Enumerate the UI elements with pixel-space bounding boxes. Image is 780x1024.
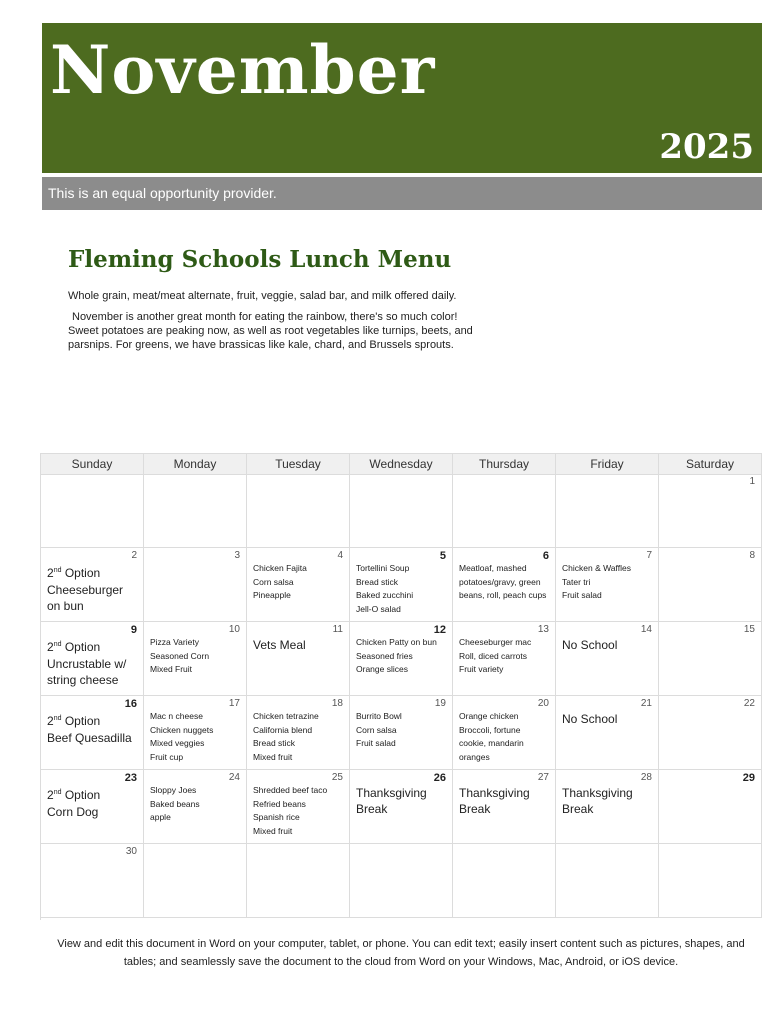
calendar-cell <box>247 474 350 548</box>
menu-item: Tortellini Soup <box>356 563 410 573</box>
menu-item: apple <box>150 812 171 822</box>
calendar-cell <box>247 622 350 696</box>
day-number <box>150 846 240 858</box>
menu-item: No School <box>562 712 618 726</box>
calendar-cell <box>41 844 144 918</box>
calendar-cell <box>556 548 659 622</box>
day-number: 26 <box>433 772 446 784</box>
calendar-cell <box>659 844 762 918</box>
calendar-cell <box>41 548 144 622</box>
menu-item: Pineapple <box>253 590 291 600</box>
menu-item: Cheeseburger mac <box>459 637 532 647</box>
menu-item: Bread stick <box>253 738 296 748</box>
day-header: Friday <box>556 454 659 475</box>
menu-item: Orange slices <box>356 664 408 674</box>
calendar-cell <box>659 696 762 770</box>
option-number: 2 <box>47 714 54 728</box>
menu-item: Thanksgiving Break <box>459 786 530 816</box>
calendar-cell <box>41 770 144 844</box>
day-header: Thursday <box>453 454 556 475</box>
calendar-cell <box>556 696 659 770</box>
calendar-cell <box>453 622 556 696</box>
calendar-cell <box>659 622 762 696</box>
day-number: 6 <box>542 550 549 562</box>
calendar-cell <box>350 696 453 770</box>
day-number <box>562 476 652 488</box>
day-number <box>47 476 137 488</box>
menu-item: Roll, diced carrots <box>459 650 528 661</box>
calendar-cell <box>144 770 247 844</box>
option-word: Option <box>64 640 101 654</box>
day-number: 7 <box>646 550 652 561</box>
menu-item: California blend <box>253 724 313 735</box>
lunch-calendar <box>40 453 762 920</box>
calendar-cell <box>41 622 144 696</box>
calendar-cell <box>41 696 144 770</box>
day-number: 5 <box>439 550 446 562</box>
menu-item: Meatloaf, mashed potatoes/gravy, green beans, roll, peach cups <box>459 563 547 600</box>
menu-item: Mixed Fruit <box>150 664 193 674</box>
day-number <box>356 476 446 488</box>
second-option-label <box>47 785 137 803</box>
calendar-cell <box>247 770 350 844</box>
month-banner <box>42 23 762 173</box>
menu-item: Fruit variety <box>459 664 504 674</box>
day-number: 15 <box>743 624 755 635</box>
day-number: 11 <box>332 624 343 635</box>
day-number: 18 <box>331 698 343 709</box>
day-number <box>150 476 240 488</box>
day-number <box>253 476 343 488</box>
option-word: Option <box>64 566 101 580</box>
footer-note: View and edit this document in Word on your computer, tablet, or phone. You can edit text; easily insert content such as pictures, shapes, and tables; and seamlessly save the document to the cloud from Word on your Windows, Mac, Android, or iOS device. <box>57 938 745 968</box>
calendar-cell <box>556 622 659 696</box>
day-number: 29 <box>742 772 755 784</box>
calendar-cell <box>453 474 556 548</box>
intro-daily: Whole grain, meat/meat alternate, fruit, veggie, salad bar, and milk offered daily. <box>68 290 457 302</box>
calendar-header <box>41 454 762 474</box>
menu-item: Mixed fruit <box>253 825 293 836</box>
menu-item: Seasoned Corn <box>150 650 210 661</box>
calendar-cell <box>41 474 144 548</box>
menu-item: Chicken & Waffles <box>562 563 631 573</box>
menu-item: Pizza Variety <box>150 637 199 647</box>
day-number: 1 <box>749 476 755 487</box>
menu-item: Chicken nuggets <box>150 724 214 735</box>
calendar-cell <box>144 622 247 696</box>
day-number: 21 <box>640 698 652 709</box>
day-number: 25 <box>331 772 343 783</box>
menu-item: Mixed fruit <box>253 751 293 762</box>
menu-item: Cheeseburger on bun <box>47 583 124 613</box>
menu-item: Thanksgiving Break <box>356 786 427 816</box>
day-number: 27 <box>537 772 549 783</box>
calendar-cell <box>659 548 762 622</box>
menu-item: Refried beans <box>253 798 306 809</box>
calendar-cell <box>659 474 762 548</box>
menu-item: Corn salsa <box>356 724 397 735</box>
menu-item: Mixed veggies <box>150 738 205 748</box>
day-header: Tuesday <box>247 454 350 475</box>
day-number: 14 <box>640 624 652 635</box>
day-number <box>665 846 755 858</box>
calendar-cell <box>453 844 556 918</box>
day-number: 2 <box>131 550 137 561</box>
day-number: 8 <box>749 550 755 561</box>
menu-item: Seasoned fries <box>356 650 413 661</box>
day-number <box>459 476 549 488</box>
menu-item: Baked zucchini <box>356 590 414 600</box>
day-number: 3 <box>234 550 240 561</box>
calendar-cell <box>247 548 350 622</box>
menu-item: Mac n cheese <box>150 711 203 721</box>
option-number: 2 <box>47 640 54 654</box>
calendar-cell <box>247 696 350 770</box>
menu-item: Fruit salad <box>562 590 602 600</box>
day-number: 28 <box>640 772 652 783</box>
banner-year: 2025 <box>659 127 754 167</box>
day-number: 16 <box>124 698 137 710</box>
menu-item: Fruit cup <box>150 751 184 762</box>
second-option-label <box>47 711 137 729</box>
day-number: 30 <box>125 846 137 857</box>
day-number: 17 <box>228 698 240 709</box>
day-number: 4 <box>337 550 343 561</box>
menu-item: Burrito Bowl <box>356 711 402 721</box>
calendar-cell <box>144 474 247 548</box>
menu-item: Jell-O salad <box>356 603 401 614</box>
day-number <box>459 846 549 858</box>
menu-item: Corn Dog <box>47 805 99 819</box>
day-number: 9 <box>130 624 137 636</box>
ordinal-suffix: nd <box>53 715 62 722</box>
day-number: 13 <box>537 624 549 635</box>
menu-item: Vets Meal <box>253 638 306 652</box>
menu-item: Baked beans <box>150 798 200 809</box>
day-number: 20 <box>537 698 549 709</box>
menu-item: Corn salsa <box>253 576 294 587</box>
ordinal-suffix: nd <box>53 567 62 574</box>
menu-item: Uncrustable w/ string cheese <box>47 657 127 687</box>
calendar-cell <box>350 770 453 844</box>
day-number: 23 <box>124 772 137 784</box>
option-number: 2 <box>47 566 54 580</box>
calendar-cell <box>556 844 659 918</box>
menu-item: Spanish rice <box>253 812 300 822</box>
calendar-cell <box>350 548 453 622</box>
banner-month: November <box>50 31 436 109</box>
calendar-cell <box>556 770 659 844</box>
day-number: 12 <box>433 624 446 636</box>
calendar-grid <box>41 474 762 918</box>
calendar-cell <box>453 548 556 622</box>
menu-title: Fleming Schools Lunch Menu <box>68 246 452 273</box>
menu-item: Sloppy Joes <box>150 785 197 795</box>
intro-note: November is another great month for eating the rainbow, there's so much color! Sweet potatoes are peaking now, as well as root vegetables like turnips, beets, and parsnips. For greens, we have brassicas like kale, chard, and Brussels sprouts. <box>68 311 473 351</box>
calendar-cell <box>453 696 556 770</box>
menu-item: Beef Quesadilla <box>47 731 132 745</box>
day-number <box>253 846 343 858</box>
calendar-cell <box>144 844 247 918</box>
day-number: 22 <box>743 698 755 709</box>
day-header: Sunday <box>41 454 144 475</box>
calendar-cell <box>556 474 659 548</box>
day-number <box>356 846 446 858</box>
second-option-label <box>47 637 137 655</box>
menu-item: Broccoli, fortune cookie, mandarin oranges <box>459 724 524 762</box>
option-number: 2 <box>47 788 54 802</box>
calendar-cell <box>350 474 453 548</box>
calendar-cell <box>659 770 762 844</box>
menu-item: Orange chicken <box>459 711 519 721</box>
menu-item: No School <box>562 638 618 652</box>
menu-item: Chicken tetrazine <box>253 711 319 721</box>
day-header: Wednesday <box>350 454 453 475</box>
menu-item: Fruit salad <box>356 738 396 748</box>
menu-item: Tater tri <box>562 576 591 587</box>
day-header: Monday <box>144 454 247 475</box>
menu-item: Thanksgiving Break <box>562 786 633 816</box>
day-number <box>562 846 652 858</box>
calendar-cell <box>144 548 247 622</box>
calendar-cell <box>453 770 556 844</box>
menu-item: Chicken Patty on bun <box>356 637 437 647</box>
intro-text <box>68 289 488 359</box>
menu-item: Bread stick <box>356 576 399 587</box>
day-number: 24 <box>228 772 240 783</box>
day-number: 19 <box>434 698 446 709</box>
menu-item: Shredded beef taco <box>253 785 328 795</box>
ordinal-suffix: nd <box>53 789 62 796</box>
ordinal-suffix: nd <box>53 641 62 648</box>
calendar-cell <box>144 696 247 770</box>
calendar-cell <box>350 844 453 918</box>
option-word: Option <box>64 788 101 802</box>
menu-item: Chicken Fajita <box>253 563 307 573</box>
day-header: Saturday <box>659 454 762 475</box>
equal-opportunity-bar: This is an equal opportunity provider. <box>42 177 762 210</box>
day-number: 10 <box>228 624 240 635</box>
calendar-cell <box>247 844 350 918</box>
option-word: Option <box>64 714 101 728</box>
calendar-cell <box>350 622 453 696</box>
second-option-label <box>47 563 137 581</box>
